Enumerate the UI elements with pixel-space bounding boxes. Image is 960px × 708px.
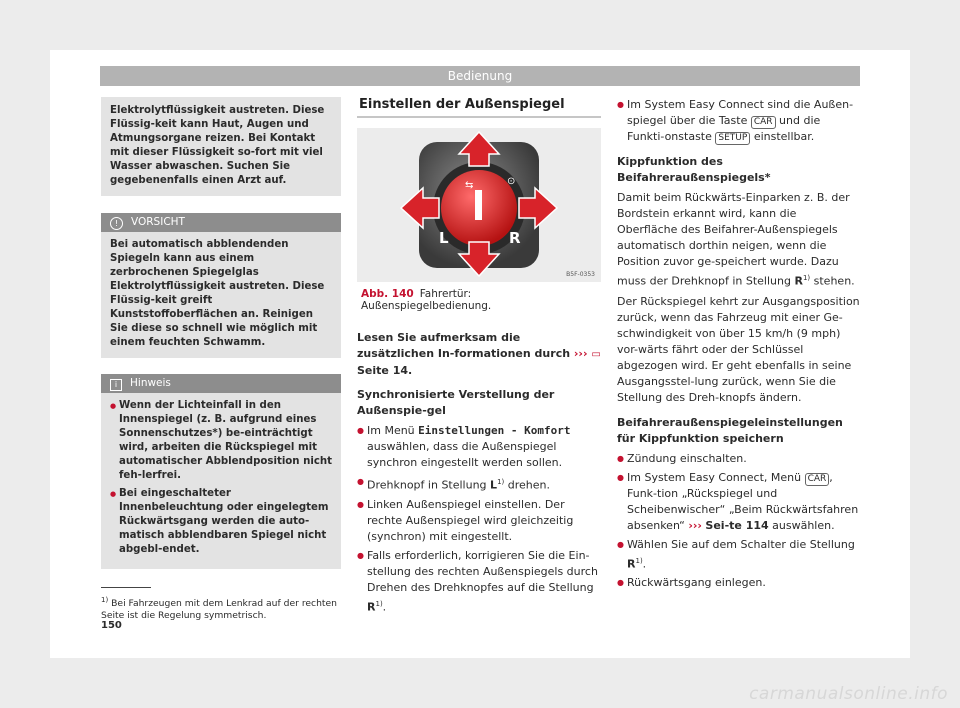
sync-step: ● Falls erforderlich, korrigieren Sie die Ein-stellung des rechten Außenspiegels durch Drehen des Drehknopfes auf die Stellung $R^{1)}$. [357,548,601,616]
note-body [101,393,341,569]
page-link[interactable]: Seite 14 [357,364,409,377]
note-header [101,374,341,393]
note-box [101,374,341,569]
return-paragraph: Der Rückspiegel kehrt zur Ausgangsposition zurück, wenn das Fahrzeug mit einer Ge-schwindigkeit von über 15 km/h (9 mph) vor-wärts fährt oder der Schlüssel abgezogen wird. Er geht ebenfalls in seine Ausgangsstel-lung zurück, wenn Sie die Stellung des Dreh-knopfs ändern. [617,294,860,404]
footnote-rule [101,587,151,588]
sync-title: Synchronisierte Verstellung der Außenspie-gel [357,388,555,417]
position-r-label: R [509,229,521,247]
caution-text: Bei automatisch abblendenden Spiegeln kann aus einem zerbrochenen Spiegelglas Elektrolytflüssigkeit austreten. Diese Flüssig-keit greift Kunststoffoberflächen an. Reinigen Sie diese so schnell wie möglich mit einem feuchten Schwamm. [110,239,325,348]
caution-box [101,213,341,358]
middle-column [357,97,601,615]
note-item: ● Wenn der Lichteinfall in den Innenspiegel (z. B. aufgrund eines Sonnenschutzes*) be-einträchtigt wird, arbeiten die Rückspiegel mit automatischer Abblendposition nicht feh-lerfrei. [110,399,333,483]
car-key: CAR [805,473,830,486]
caution-header [101,213,341,232]
easy-connect-note: ● Im System Easy Connect sind die Außen-spiegel über die Taste CAR und die Funkti-onstaste SETUP einstellbar. [617,97,860,145]
page-number: 150 [101,620,122,631]
position-l-label: L [439,229,449,247]
watermark: carmanualsonline.info [749,684,948,704]
section-header: Bedienung [100,66,860,86]
left-column [101,97,341,569]
figure-code: B5F-0353 [566,271,595,278]
read-instructions: Lesen Sie aufmerksam die zusätzlichen In-formationen durch ››› ▭ Seite 14. [357,331,601,377]
caution-title: VORSICHT [131,216,185,228]
note-item: ● Bei eingeschalteter Innenbeleuchtung oder eingelegtem Rückwärtsgang werden die auto-matisch abblendbaren Spiegel nicht abgebl-endet. [110,487,333,557]
info-icon: i [110,379,122,391]
save-step: ● Rückwärtsgang einlegen. [617,575,860,591]
mirror-control-figure [357,128,601,282]
save-step: ● Im System Easy Connect, Menü CAR , Funk-tion „Rückspiegel und Scheibenwischer“ „Beim Rückwärtsfahren absenken“ ››› Sei-te 114 auswählen. [617,470,860,534]
note-title: Hinweis [130,377,171,389]
figure-caption: Abb. 140 Fahrertür: Außenspiegelbedienung. [361,288,492,312]
car-key: CAR [751,116,776,129]
tilt-title: Kippfunktion des Beifahreraußenspiegels* [617,155,771,184]
warning-continuation: Elektrolytflüssigkeit austreten. Diese Flüssig-keit kann Haut, Augen und Atmungsorgane reizen. Bei Kontakt mit dieser Flüssigkeit so-fort mit viel Wasser abwaschen. Suchen Sie gegebenenfalls einen Arzt auf. [101,97,341,196]
tilt-paragraph: Damit beim Rückwärts-Einparken z. B. der Bordstein erkannt wird, kann die Oberfläche des Beifahrer-Außenspiegels automatisch dorthin neigen, wenn die Position zuvor ge-speichert wurde. Dazu muss der Drehknopf in Stellung $R^{1)}$ stehen. [617,191,855,288]
save-title: Beifahreraußenspiegeleinstellungen für Kippfunktion speichern [617,415,843,445]
svg-text:⇆: ⇆ [465,180,474,191]
mirror-knob-illustration [357,128,601,282]
section-title: Einstellen der Außenspiegel [357,97,601,118]
book-icon: ▭ [591,349,601,360]
sync-step: ● Im Menü Einstellungen - Komfort auswählen, dass die Außenspiegel synchron eingestellt werden sollen. [357,423,601,471]
save-step: ● Wählen Sie auf dem Schalter die Stellung $R^{1)}$. [617,537,860,573]
page-link[interactable]: Sei-te 114 [705,518,769,532]
caution-icon: ! [110,217,123,230]
save-step: ● Zündung einschalten. [617,451,860,467]
setup-key: SETUP [715,132,750,145]
right-column [617,97,860,591]
svg-text:⊙: ⊙ [507,176,516,187]
footnote: $^{1)}$ Bei Fahrzeugen mit dem Lenkrad auf der rechten Seite ist die Regelung symmetrisch. [101,596,337,622]
sync-step: ● Linken Außenspiegel einstellen. Der rechte Außenspiegel wird gleichzeitig (synchron) mit eingestellt. [357,497,601,545]
sync-step: ● Drehknopf in Stellung $L^{1)}$ drehen. [357,474,601,494]
